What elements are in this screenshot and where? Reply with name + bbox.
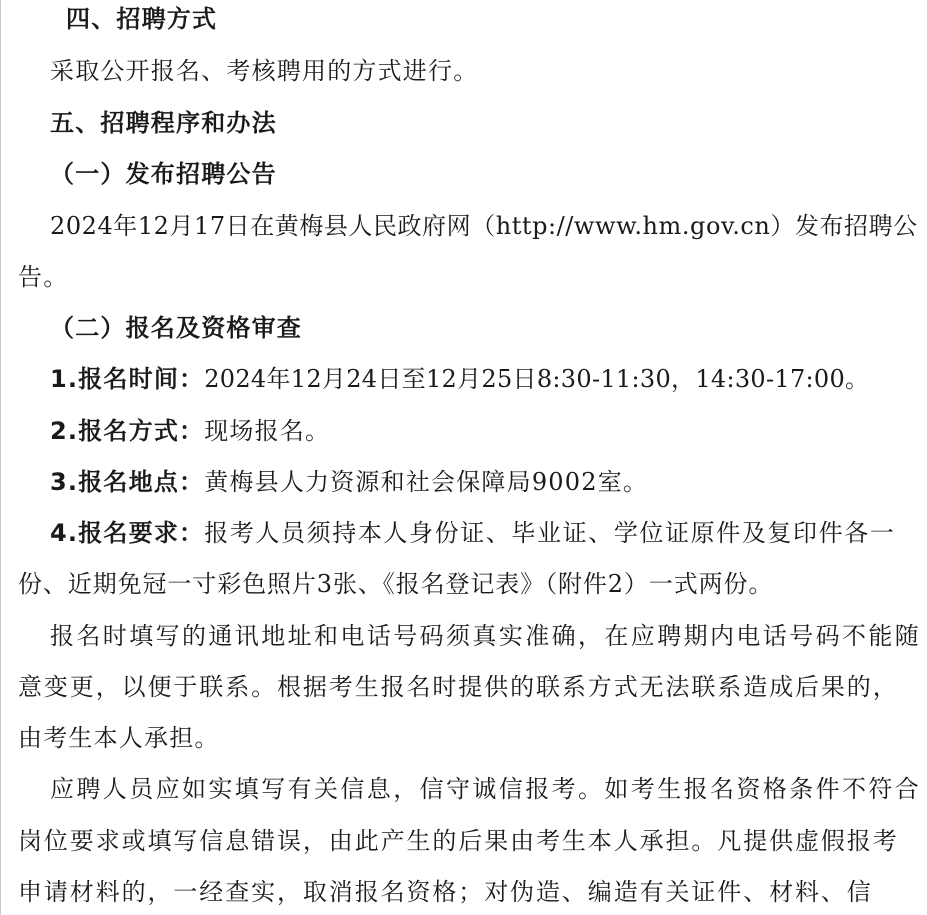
list-item — [50, 467, 648, 497]
item-text: 报考人员须持本人身份证、毕业证、学位证原件及复印件各一 — [204, 519, 896, 547]
req-line-2: 份、近期免冠一寸彩色照片3张、《报名登记表》（附件2）一式两份。 — [18, 570, 774, 598]
item-label: 3.报名地点： — [50, 468, 205, 496]
item-label: 2.报名方式： — [50, 417, 205, 445]
para1-line-1: 报名时填写的通讯地址和电话号码须真实准确，在应聘期内电话号码不能随 — [50, 622, 922, 650]
item-text: 现场报名。 — [204, 417, 331, 445]
sub1-line-2: 告。 — [18, 263, 69, 291]
sub1-heading: （一）发布招聘公告 — [50, 159, 277, 188]
para1-line-2: 意变更，以便于联系。根据考生报名时提供的联系方式无法联系造成后果的， — [18, 673, 899, 701]
list-item — [50, 518, 895, 548]
para2-line-2: 岗位要求或填写信息错误，由此产生的后果由考生本人承担。凡提供虚假报考 — [18, 827, 899, 855]
para2-line-1: 应聘人员应如实填写有关信息，信守诚信报考。如考生报名资格条件不符合 — [50, 775, 922, 803]
page-edge — [0, 0, 1, 915]
item-text: 黄梅县人力资源和社会保障局9002室。 — [204, 468, 649, 496]
list-item — [50, 416, 330, 446]
section4-heading: 四、招聘方式 — [66, 5, 218, 33]
sub1-line-1: 2024年12月17日在黄梅县人民政府网（http://www.hm.gov.cn）发布招聘公 — [50, 212, 918, 240]
item-label: 1.报名时间： — [50, 365, 205, 393]
list-item — [50, 364, 869, 394]
item-text: 2024年12月24日至12月25日8:30-11:30，14:30-17:00。 — [204, 365, 870, 393]
section5-heading: 五、招聘程序和办法 — [50, 109, 277, 137]
para2-line-3: 申请材料的，一经查实，取消报名资格；对伪造、编造有关证件、材料、信 — [18, 878, 873, 906]
para1-line-3: 由考生本人承担。 — [18, 724, 220, 752]
section4-text: 采取公开报名、考核聘用的方式进行。 — [50, 57, 479, 85]
sub2-heading: （二）报名及资格审查 — [50, 313, 302, 342]
item-label: 4.报名要求： — [50, 519, 205, 547]
